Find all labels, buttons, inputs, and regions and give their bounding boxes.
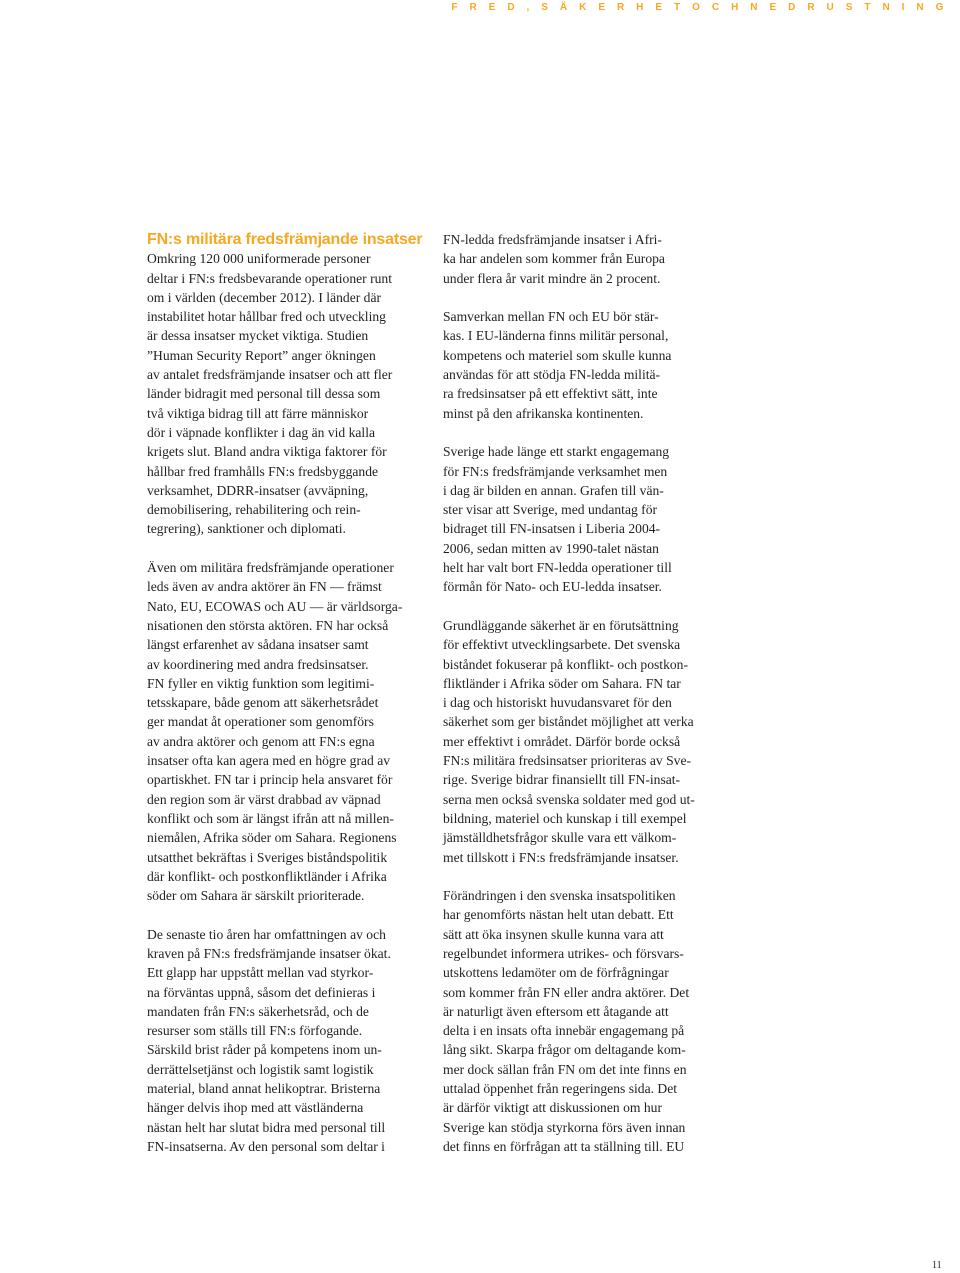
text-line: fliktländer i Afrika söder om Sahara. FN tar: [443, 675, 681, 691]
left-column: [147, 230, 432, 1176]
left-column-body: [147, 249, 432, 1156]
text-line: som kommer från FN eller andra aktörer. Det: [443, 984, 690, 1000]
text-line: Nato, EU, ECOWAS och AU — är världsorga-: [147, 598, 403, 614]
text-line: dör i väpnade konflikter i dag än vid kalla: [147, 424, 376, 440]
text-line: nästan helt har slutat bidra med personal till: [147, 1119, 386, 1135]
text-line: länder bidragit med personal till dessa som: [147, 386, 381, 402]
text-line: söder om Sahara är särskilt prioriterade.: [147, 888, 365, 904]
text-line: minst på den afrikanska kontinenten.: [443, 405, 644, 421]
text-line: ”Human Security Report” anger ökningen: [147, 347, 376, 363]
text-line: säkerhet som ger biståndet möjlighet att verka: [443, 714, 694, 730]
article-heading: FN:s militära fredsfrämjande insatser: [147, 231, 423, 248]
text-line: leds även av andra aktörer än FN — främst: [147, 579, 382, 595]
text-line: Särskild brist råder på kompetens inom un-: [147, 1042, 382, 1058]
text-line: met tillskott i FN:s fredsfrämjande insatser.: [443, 849, 679, 865]
text-line: Samverkan mellan FN och EU bör stär-: [443, 309, 659, 325]
text-line: uttalad öppenhet från regeringens sida. Det: [443, 1081, 678, 1097]
text-line: är dessa insatser mycket viktiga. Studien: [147, 328, 369, 344]
text-line: för effektivt utvecklingsarbete. Det svenska: [443, 637, 681, 653]
text-line: utskottens ledamöter om de förfrågningar: [443, 965, 669, 981]
text-line: kraven på FN:s fredsfrämjande insatser ökat.: [147, 945, 391, 961]
text-line: delta i en insats ofta innebär engagemang på: [443, 1023, 685, 1039]
paragraph: [147, 925, 432, 1157]
text-line: tetsskapare, både genom att säkerhetsrådet: [147, 695, 379, 711]
text-line: mer effektivt i området. Därför borde också: [443, 733, 681, 749]
text-line: Grundläggande säkerhet är en förutsättning: [443, 617, 679, 633]
text-line: förmån för Nato- och EU-ledda insatser.: [443, 579, 662, 595]
text-line: De senaste tio åren har omfattningen av och: [147, 926, 386, 942]
text-line: kas. I EU-länderna finns militär personal,: [443, 328, 669, 344]
text-line: FN fyller en viktig funktion som legitimi-: [147, 675, 375, 691]
text-line: sätt att öka insynen skulle kunna vara att: [443, 926, 664, 942]
text-line: lång sikt. Skarpa frågor om deltagande kom-: [443, 1042, 686, 1058]
text-line: biståndet fokuserar på konflikt- och postkon-: [443, 656, 689, 672]
text-line: material, bland annat helikoptrar. Bristerna: [147, 1081, 381, 1097]
text-line: helt har valt bort FN-ledda operationer till: [443, 560, 672, 576]
text-line: regelbundet informera utrikes- och försvars-: [443, 945, 684, 961]
text-line: hänger delvis ihop med att västländerna: [147, 1100, 364, 1116]
text-line: 2006, sedan mitten av 1990-talet nästan: [443, 540, 659, 556]
text-line: för FN:s fredsfrämjande verksamhet men: [443, 463, 668, 479]
text-line: i dag och historiskt huvudansvaret för den: [443, 695, 672, 711]
text-line: verksamhet, DDRR-insatser (avväpning,: [147, 482, 369, 498]
text-line: FN-insatserna. Av den personal som deltar i: [147, 1138, 385, 1154]
text-line: FN:s militära fredsinsatser prioriteras av Sve-: [443, 753, 692, 769]
text-line: är naturligt även eftersom ett åtagande att: [443, 1003, 669, 1019]
text-line: Omkring 120 000 uniformerade personer: [147, 251, 371, 267]
text-line: ka har andelen som kommer från Europa: [443, 251, 665, 267]
running-header: F R E D , S Ä K E R H E T O C H N E D R U S T N I N G: [451, 2, 948, 13]
right-column: [443, 230, 728, 1176]
text-line: under flera år varit mindre än 2 procent.: [443, 270, 661, 286]
text-line: niemålen, Afrika söder om Sahara. Regionens: [147, 830, 397, 846]
paragraph: [443, 442, 728, 596]
text-line: derrättelsetjänst och logistik samt logistik: [147, 1061, 374, 1077]
text-line: av andra aktörer och genom att FN:s egna: [147, 733, 375, 749]
text-line: den region som är värst drabbad av väpnad: [147, 791, 381, 807]
text-line: FN-ledda fredsfrämjande insatser i Afri-: [443, 232, 662, 247]
text-line: na förväntas uppnå, såsom det definieras i: [147, 984, 376, 1000]
text-line: i dag är bilden en annan. Grafen till vän-: [443, 482, 664, 498]
text-line: hållbar fred framhålls FN:s fredsbyggande: [147, 463, 379, 479]
text-line: om i världen (december 2012). I länder där: [147, 289, 382, 305]
text-line: konflikt och som är längst ifrån att nå millen-: [147, 810, 394, 826]
text-line: resurser som ställs till FN:s förfogande.: [147, 1023, 363, 1039]
paragraph: [443, 230, 728, 288]
text-line: mer dock sällan från FN om det inte finns en: [443, 1061, 687, 1077]
paragraph: [147, 558, 432, 905]
text-line: av antalet fredsfrämjande insatser och att fler: [147, 367, 393, 383]
text-line: tegrering), sanktioner och diplomati.: [147, 521, 346, 537]
text-line: serna men också svenska soldater med god ut-: [443, 791, 695, 807]
text-line: kompetens och materiel som skulle kunna: [443, 347, 672, 363]
text-line: insatser ofta kan agera med en högre grad av: [147, 753, 391, 769]
paragraph: [443, 616, 728, 867]
text-line: ster visar att Sverige, med undantag för: [443, 502, 658, 518]
text-line: användas för att stödja FN-ledda militä-: [443, 367, 661, 383]
text-line: bildning, materiel och kunskap i till exempel: [443, 810, 687, 826]
text-line: instabilitet hotar hållbar fred och utveckling: [147, 309, 386, 325]
text-line: jämställdhetsfrågor skulle vara ett välkom-: [443, 830, 677, 846]
right-column-body: [443, 230, 728, 1156]
text-line: bidraget till FN-insatsen i Liberia 2004-: [443, 521, 661, 537]
text-line: där konflikt- och postkonfliktländer i Afrika: [147, 868, 387, 884]
text-line: Ett glapp har uppstått mellan vad styrkor-: [147, 965, 374, 981]
text-line: två viktiga bidrag till att färre människor: [147, 405, 369, 421]
text-line: Även om militära fredsfrämjande operationer: [147, 560, 394, 576]
text-line: demobilisering, rehabilitering och rein-: [147, 502, 361, 518]
text-line: nisationen den största aktören. FN har också: [147, 617, 389, 633]
text-line: är därför viktigt att diskussionen om hur: [443, 1100, 662, 1116]
text-line: mandaten från FN:s säkerhetsråd, och de: [147, 1003, 369, 1019]
paragraph: [443, 886, 728, 1156]
text-line: Sverige hade länge ett starkt engagemang: [443, 444, 670, 460]
text-line: ger mandat åt operationer som genomförs: [147, 714, 374, 730]
text-line: opartiskhet. FN tar i princip hela ansvaret för: [147, 772, 393, 788]
text-line: krigets slut. Bland andra viktiga faktorer för: [147, 444, 387, 460]
text-line: har genomförts nästan helt utan debatt. Ett: [443, 907, 674, 923]
text-line: utsatthet bekräftas i Sveriges biståndspolitik: [147, 849, 388, 865]
paragraph: [147, 249, 432, 538]
page-number: 11: [932, 1260, 942, 1271]
text-line: ra fredsinsatser på ett effektivt sätt, inte: [443, 386, 658, 402]
text-line: Förändringen i den svenska insatspolitiken: [443, 888, 676, 904]
text-line: av koordinering med andra fredsinsatser.: [147, 656, 369, 672]
text-line: rige. Sverige bidrar finansiellt till FN-insat-: [443, 772, 681, 788]
paragraph: [443, 307, 728, 423]
text-line: deltar i FN:s fredsbevarande operationer runt: [147, 270, 392, 286]
text-line: det finns en förfrågan att ta ställning till. EU: [443, 1138, 685, 1154]
text-line: Sverige kan stödja styrkorna förs även innan: [443, 1119, 686, 1135]
text-line: längst erfarenhet av sådana insatser samt: [147, 637, 369, 653]
